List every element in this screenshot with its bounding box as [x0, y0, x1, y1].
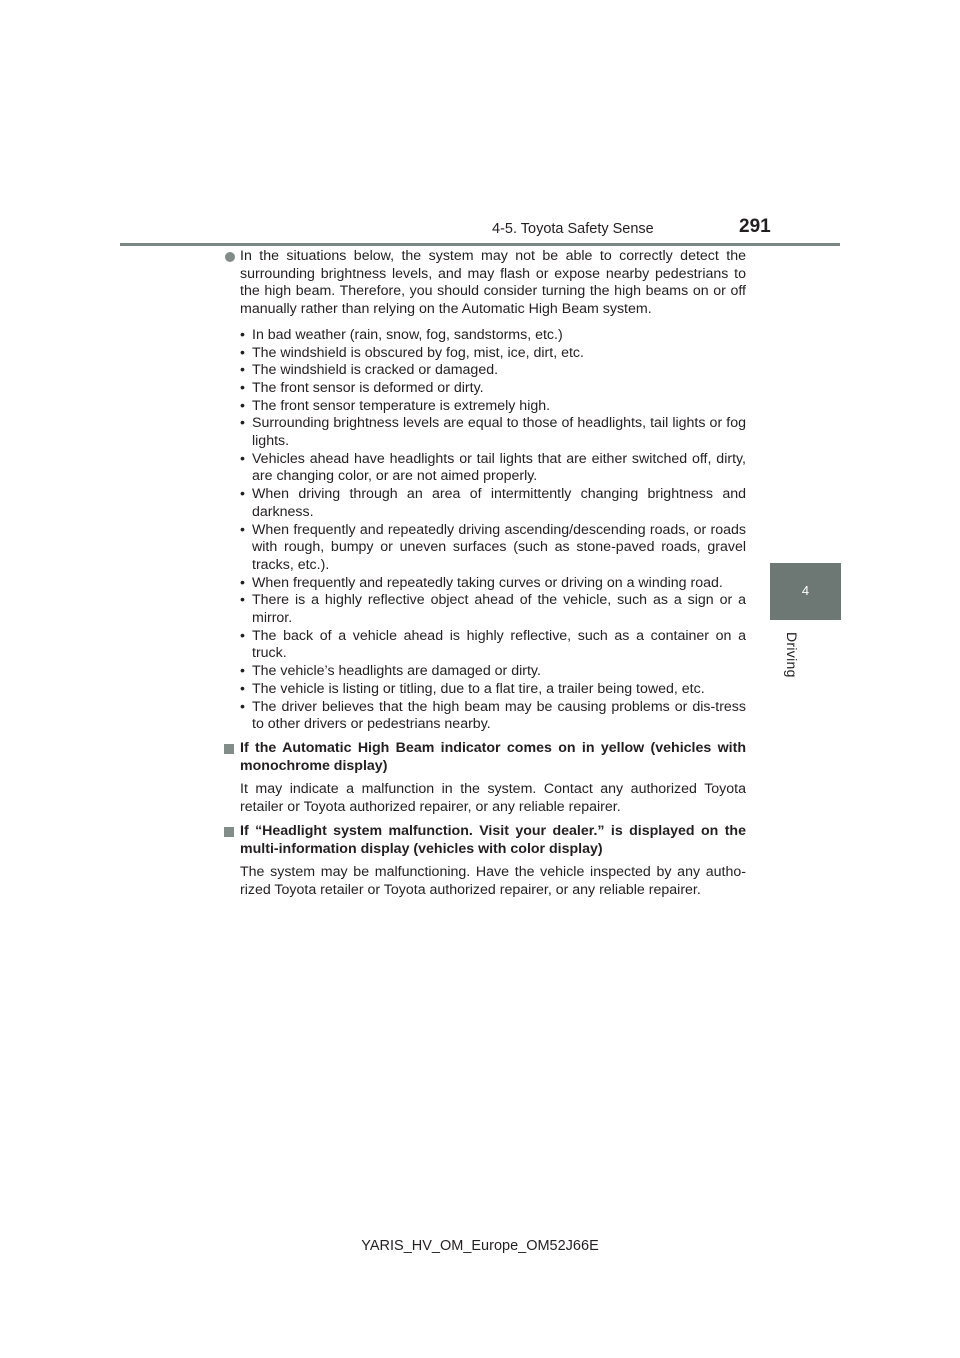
situation-list — [224, 327, 746, 734]
bullet-dot-icon: • — [240, 344, 245, 361]
note-indicator-yellow — [224, 740, 746, 817]
list-item: • When frequently and repeatedly taking curves or driving on a winding road. — [240, 574, 723, 591]
note-title: If the Automatic High Beam indicator comes on in yellow (vehicles with monochrome display) — [240, 739, 746, 774]
list-item: • In bad weather (rain, snow, fog, sandstorms, etc.) — [240, 326, 563, 343]
bullet-dot-icon: • — [240, 627, 245, 644]
list-item: • The front sensor temperature is extremely high. — [240, 397, 551, 414]
section-header: 4-5. Toyota Safety Sense — [492, 221, 654, 237]
circle-bullet-icon — [225, 252, 235, 262]
note-headlight-malfunction — [224, 823, 746, 900]
document-footer: YARIS_HV_OM_Europe_OM52J66E — [361, 1238, 599, 1254]
page-number: 291 — [739, 216, 771, 237]
bullet-dot-icon: • — [240, 680, 245, 697]
bullet-dot-icon: • — [240, 415, 245, 432]
note-body: It may indicate a malfunction in the system. Contact any authorized Toyota retailer or Toyota authorized repairer, or any reliable repairer. — [240, 781, 746, 816]
list-item: • There is a highly reflective object ahead of the vehicle, such as a sign or a mirror. — [240, 592, 746, 627]
page-content — [224, 248, 746, 900]
list-item: • The driver believes that the high beam may be causing problems or dis-tress to other drivers or pedestrians nearby. — [240, 698, 746, 733]
chapter-number: 4 — [801, 583, 810, 598]
list-item: • The windshield is obscured by fog, mist, ice, dirt, etc. — [240, 344, 584, 361]
bullet-dot-icon: • — [240, 326, 245, 343]
list-item: • The windshield is cracked or damaged. — [240, 362, 499, 379]
bullet-dot-icon: • — [240, 379, 245, 396]
note-body: The system may be malfunctioning. Have the vehicle inspected by any autho-rized Toyota retailer or Toyota authorized repairer, or any reliable repairer. — [240, 864, 746, 898]
note-title: If “Headlight system malfunction. Visit your dealer.” is displayed on the multi-information display (vehicles with color display) — [240, 822, 746, 857]
intro-paragraph — [224, 248, 746, 319]
bullet-dot-icon: • — [240, 362, 245, 379]
list-item: • Surrounding brightness levels are equal to those of headlights, tail lights or fog lights. — [240, 415, 746, 450]
list-item: • The back of a vehicle ahead is highly reflective, such as a container on a truck. — [240, 627, 746, 662]
chapter-label: Driving — [784, 632, 800, 678]
list-item: • The vehicle’s headlights are damaged or dirty. — [240, 663, 541, 680]
bullet-dot-icon: • — [240, 397, 245, 414]
list-item: • When frequently and repeatedly driving ascending/descending roads, or roads with rough, bumpy or uneven surfaces (such as stone-paved roads, gravel tracks, etc.). — [240, 521, 746, 573]
bullet-dot-icon: • — [240, 592, 245, 609]
header-divider — [120, 243, 840, 246]
bullet-dot-icon: • — [240, 521, 245, 538]
list-item: • The vehicle is listing or titling, due to a flat tire, a trailer being towed, etc. — [240, 680, 705, 697]
list-item: • Vehicles ahead have headlights or tail lights that are either switched off, dirty, are changing color, or are not aimed properly. — [240, 450, 746, 485]
list-item: • When driving through an area of intermittently changing brightness and darkness. — [240, 486, 746, 520]
square-bullet-icon — [224, 827, 234, 837]
bullet-dot-icon: • — [240, 486, 245, 503]
bullet-dot-icon: • — [240, 698, 245, 715]
intro-text: In the situations below, the system may not be able to correctly detect the surrounding brightness levels, and may flash or expose nearby pedestrians to the high beam. Therefore, you should consider turning the high beams on or off manually rather than relying on the Automatic High Beam system. — [240, 248, 746, 318]
bullet-dot-icon: • — [240, 574, 245, 591]
list-item: • The front sensor is deformed or dirty. — [240, 379, 484, 396]
chapter-tab — [770, 563, 841, 620]
bullet-dot-icon: • — [240, 450, 245, 467]
bullet-dot-icon: • — [240, 663, 245, 680]
square-bullet-icon — [224, 744, 234, 754]
